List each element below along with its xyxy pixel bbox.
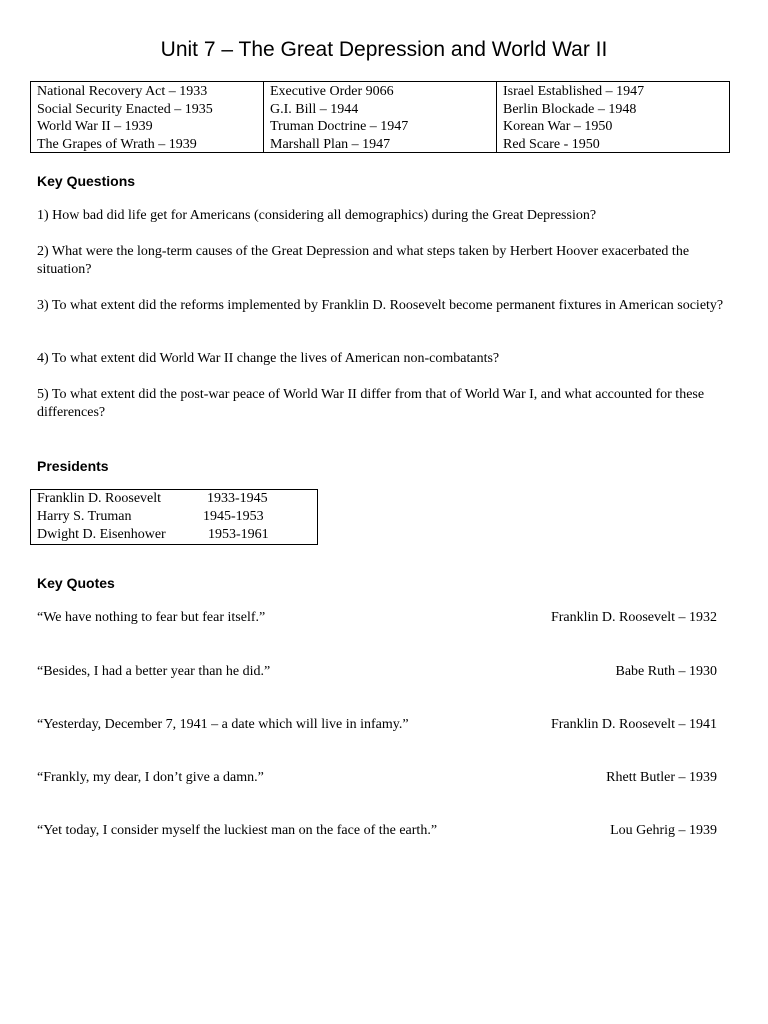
event-cell: Executive Order 9066 [270, 84, 394, 99]
quote-attribution: Franklin D. Roosevelt – 1941 [550, 717, 717, 732]
event-cell: Israel Established – 1947 [503, 84, 645, 99]
events-column [497, 82, 729, 152]
event-cell: Red Scare - 1950 [503, 136, 600, 152]
president-row [37, 526, 317, 544]
question-item: 1) How bad did life get for Americans (considering all demographics) during the Great Depression? [37, 208, 597, 223]
president-name: Dwight D. Eisenhower [37, 527, 166, 542]
president-years: 1945-1953 [203, 509, 264, 524]
event-cell: World War II – 1939 [37, 119, 153, 134]
president-name: Harry S. Truman [37, 509, 132, 524]
key-questions-heading: Key Questions [37, 173, 136, 189]
president-years: 1953-1961 [208, 527, 269, 542]
presidents-heading: Presidents [37, 458, 109, 474]
events-column [31, 82, 264, 152]
event-cell: G.I. Bill – 1944 [270, 101, 359, 117]
event-cell: Berlin Blockade – 1948 [503, 101, 637, 117]
quote-row [37, 821, 717, 841]
event-cell: Truman Doctrine – 1947 [270, 119, 409, 134]
event-cell: Marshall Plan – 1947 [270, 136, 391, 152]
question-item: 3) To what extent did the reforms implemented by Franklin D. Roosevelt become permanent fixtures in American society? [37, 298, 724, 313]
quote-attribution: Franklin D. Roosevelt – 1932 [550, 610, 717, 625]
quote-attribution: Babe Ruth – 1930 [615, 664, 717, 679]
quote-text: “Frankly, my dear, I don’t give a damn.” [37, 770, 264, 785]
events-table [30, 81, 730, 153]
event-cell: National Recovery Act – 1933 [37, 84, 208, 99]
event-cell: The Grapes of Wrath – 1939 [37, 136, 197, 152]
key-quotes-heading: Key Quotes [37, 575, 115, 591]
presidents-table [30, 489, 318, 545]
quote-row [37, 608, 717, 628]
question-item: 2) What were the long-term causes of the Great Depression and what steps taken by Herbert Hoover exacerbated the situation? [37, 244, 690, 277]
quote-row [37, 662, 717, 682]
quote-text: “Besides, I had a better year than he did.” [37, 664, 271, 679]
event-cell: Korean War – 1950 [503, 119, 613, 134]
quote-text: “We have nothing to fear but fear itself.” [37, 610, 266, 625]
president-years: 1933-1945 [207, 491, 268, 506]
quote-text: “Yet today, I consider myself the luckiest man on the face of the earth.” [37, 823, 438, 838]
question-item: 4) To what extent did World War II change the lives of American non-combatants? [37, 351, 500, 366]
president-row [37, 490, 317, 508]
quote-row [37, 715, 717, 735]
quote-text: “Yesterday, December 7, 1941 – a date which will live in infamy.” [37, 717, 409, 732]
event-cell: Social Security Enacted – 1935 [37, 101, 213, 117]
events-column [264, 82, 497, 152]
page-title: Unit 7 – The Great Depression and World War II [160, 38, 608, 61]
quote-row [37, 768, 717, 788]
president-name: Franklin D. Roosevelt [37, 491, 162, 506]
quote-attribution: Rhett Butler – 1939 [606, 770, 717, 785]
question-item: 5) To what extent did the post-war peace of World War II differ from that of World War I, and what accounted for these differences? [37, 387, 705, 420]
president-row [37, 508, 317, 526]
quote-attribution: Lou Gehrig – 1939 [610, 823, 717, 838]
